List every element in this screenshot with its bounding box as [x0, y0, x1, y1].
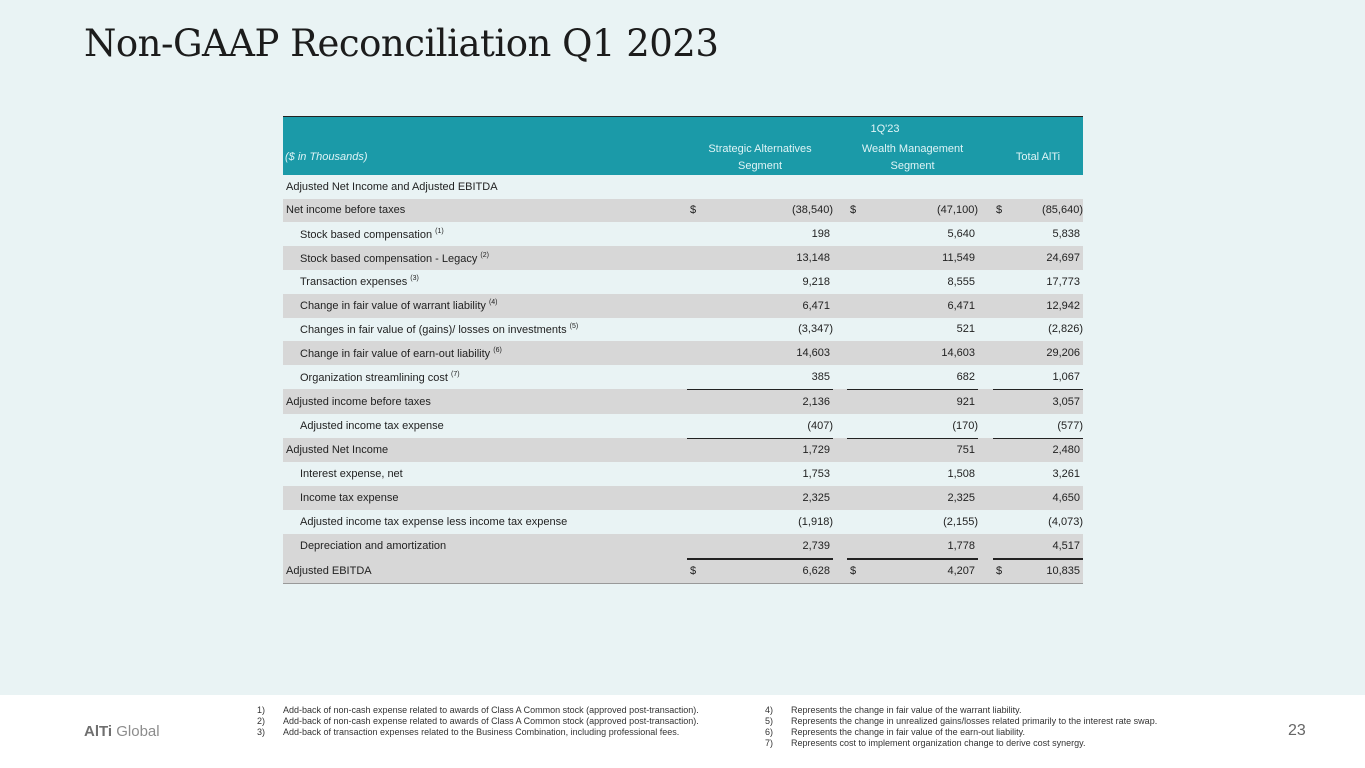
footnote-ref: (2): [480, 251, 489, 259]
row-label: Transaction expenses $^{(3)}$: [283, 270, 687, 294]
row-label: Interest expense, net: [283, 462, 687, 486]
table-row: [283, 559, 1083, 584]
col-header-total: Total AlTi: [993, 141, 1083, 175]
currency-symbol: $: [993, 199, 1023, 223]
table-row: [283, 246, 1083, 270]
currency-symbol: $: [687, 559, 727, 584]
value-wealth: 5,640: [882, 222, 978, 246]
table-row: [283, 414, 1083, 438]
footer-bar: [0, 695, 1365, 768]
value-strategic: 2,739: [727, 534, 833, 559]
footnote-item: 5) Represents the change in unrealized gains/losses related primarily to the interest rate swap.: [765, 716, 1158, 726]
value-wealth: (2,155): [882, 510, 978, 534]
value-wealth: 8,555: [882, 270, 978, 294]
value-total: 17,773: [1023, 270, 1083, 294]
units-label: ($ in Thousands): [283, 141, 687, 175]
value-total: 1,067: [1023, 365, 1083, 389]
footnote-ref: (5): [569, 322, 579, 330]
row-label: Change in fair value of warrant liability $^{(4)}$: [283, 294, 687, 318]
col-header-strategic-alternatives: Strategic Alternatives Segment: [687, 141, 833, 175]
column-header-row: [283, 141, 1083, 175]
col-header-wealth-management: Wealth Management Segment: [847, 141, 978, 175]
value-wealth: 1,778: [882, 534, 978, 559]
value-strategic: 1,729: [727, 438, 833, 462]
row-label: Net income before taxes: [283, 199, 687, 223]
page-title: Non-GAAP Reconciliation Q1 2023: [84, 22, 719, 65]
value-total: (577): [1023, 414, 1083, 438]
footnote-ref: (1): [435, 227, 444, 235]
period-header-row: [283, 117, 1083, 141]
currency-symbol: $: [993, 559, 1023, 584]
value-wealth: 521: [882, 318, 978, 342]
table-row: [283, 341, 1083, 365]
footnote-item: 2) Add-back of non-cash expense related to awards of Class A Common stock (approved post-transaction).: [257, 716, 699, 726]
value-strategic: (38,540): [727, 199, 833, 223]
row-label: Adjusted income tax expense less income tax expense: [283, 510, 687, 534]
value-strategic: 14,603: [727, 341, 833, 365]
value-wealth: (170): [882, 414, 978, 438]
footnote-ref: (6): [493, 346, 502, 354]
footnote-item: 6) Represents the change in fair value of the earn-out liability.: [765, 727, 1025, 737]
value-strategic: (407): [727, 414, 833, 438]
table-row: [283, 294, 1083, 318]
footnote-ref: (7): [451, 370, 460, 378]
table-row: [283, 534, 1083, 559]
row-label: Stock based compensation - Legacy $^{(2)}$: [283, 246, 687, 270]
row-label: Income tax expense: [283, 486, 687, 510]
value-wealth: 921: [882, 389, 978, 413]
footnote-item: 1) Add-back of non-cash expense related to awards of Class A Common stock (approved post-transaction).: [257, 705, 699, 715]
value-total: 2,480: [1023, 438, 1083, 462]
row-label: Organization streamlining cost $^{(7)}$: [283, 365, 687, 389]
value-total: 24,697: [1023, 246, 1083, 270]
footnote-ref: (3): [410, 275, 419, 283]
page-number: 23: [1288, 722, 1306, 739]
value-total: 29,206: [1023, 341, 1083, 365]
footnote-item: 4) Represents the change in fair value of the warrant liability.: [765, 705, 1022, 715]
value-wealth: 751: [882, 438, 978, 462]
table-row: [283, 318, 1083, 342]
row-label: Adjusted income tax expense: [283, 414, 687, 438]
value-strategic: 2,325: [727, 486, 833, 510]
value-strategic: (3,347): [727, 318, 833, 342]
value-wealth: 682: [882, 365, 978, 389]
value-strategic: 1,753: [727, 462, 833, 486]
value-total: (4,073): [1023, 510, 1083, 534]
value-wealth: 14,603: [882, 341, 978, 365]
company-logo: AlTi Global: [84, 723, 160, 740]
value-strategic: 2,136: [727, 389, 833, 413]
section-row: [283, 175, 1083, 199]
value-total: 12,942: [1023, 294, 1083, 318]
table-row: [283, 462, 1083, 486]
footnote-ref: (4): [488, 299, 498, 307]
currency-symbol: $: [687, 199, 727, 223]
footnote-item: 7) Represents cost to implement organization change to derive cost synergy.: [765, 738, 1086, 748]
value-total: 5,838: [1023, 222, 1083, 246]
section-title: Adjusted Net Income and Adjusted EBITDA: [283, 175, 1083, 199]
value-total: 4,650: [1023, 486, 1083, 510]
footnotes-left: [257, 705, 699, 738]
footnotes-right: [765, 705, 1157, 749]
value-wealth: 2,325: [882, 486, 978, 510]
table-row: [283, 199, 1083, 223]
value-total: 3,057: [1023, 389, 1083, 413]
currency-symbol: $: [847, 559, 882, 584]
table-row: [283, 486, 1083, 510]
value-strategic: 6,628: [727, 559, 833, 584]
value-wealth: 11,549: [882, 246, 978, 270]
row-label: Change in fair value of earn-out liability $^{(6)}$: [283, 341, 687, 365]
value-wealth: (47,100): [882, 199, 978, 223]
value-strategic: 13,148: [727, 246, 833, 270]
value-strategic: 198: [727, 222, 833, 246]
value-total: 4,517: [1023, 534, 1083, 559]
value-total: 10,835: [1023, 559, 1083, 584]
value-strategic: 9,218: [727, 270, 833, 294]
table-row: [283, 270, 1083, 294]
value-wealth: 1,508: [882, 462, 978, 486]
table-row: [283, 438, 1083, 462]
value-strategic: 6,471: [727, 294, 833, 318]
value-strategic: (1,918): [727, 510, 833, 534]
row-label: Adjusted EBITDA: [283, 559, 687, 584]
value-total: (85,640): [1023, 199, 1083, 223]
value-wealth: 6,471: [882, 294, 978, 318]
reconciliation-table: [283, 116, 1083, 584]
row-label: Stock based compensation $^{(1)}$: [283, 222, 687, 246]
period-label: 1Q'23: [687, 117, 1083, 141]
table-row: [283, 365, 1083, 389]
currency-symbol: $: [847, 199, 882, 223]
table-row: [283, 510, 1083, 534]
footnote-item: 3) Add-back of transaction expenses related to the Business Combination, including professional fees.: [257, 727, 680, 737]
table-row: [283, 389, 1083, 413]
row-label: Changes in fair value of (gains)/ losses on investments $^{(5)}$: [283, 318, 687, 342]
value-strategic: 385: [727, 365, 833, 389]
row-label: Adjusted income before taxes: [283, 389, 687, 413]
table-row: [283, 222, 1083, 246]
row-label: Depreciation and amortization: [283, 534, 687, 559]
value-total: 3,261: [1023, 462, 1083, 486]
value-wealth: 4,207: [882, 559, 978, 584]
value-total: (2,826): [1023, 318, 1083, 342]
row-label: Adjusted Net Income: [283, 438, 687, 462]
